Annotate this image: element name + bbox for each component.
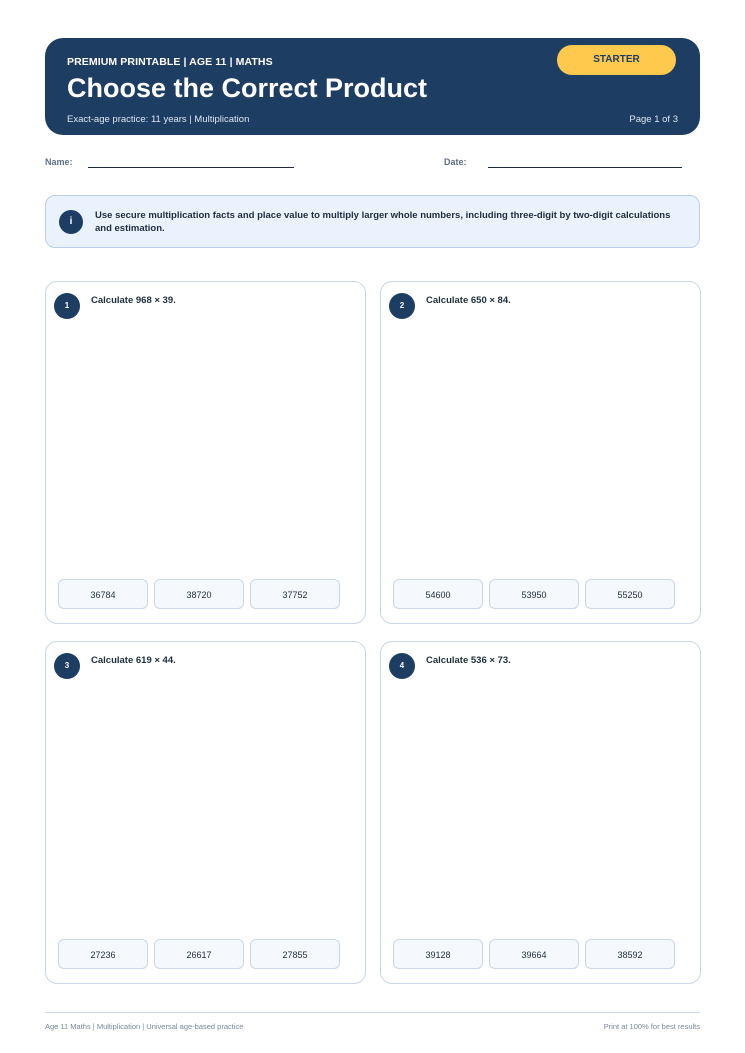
answer-option[interactable]: 39664 — [489, 939, 579, 969]
worksheet-header — [45, 38, 700, 135]
answer-option[interactable]: 39128 — [393, 939, 483, 969]
question-number: 4 — [389, 653, 415, 679]
answer-option[interactable]: 38592 — [585, 939, 675, 969]
name-label: Name: — [45, 157, 73, 167]
answer-option[interactable]: 38720 — [154, 579, 244, 609]
answer-option[interactable]: 27855 — [250, 939, 340, 969]
footer-left-text: Age 11 Maths | Multiplication | Universal age-based practice — [45, 1022, 244, 1031]
page-number: Page 1 of 3 — [629, 114, 678, 125]
instruction-text: Use secure multiplication facts and place value to multiply larger whole numbers, including three-digit by two-digit calculations and estimation. — [95, 210, 671, 234]
footer-right-text: Print at 100% for best results — [603, 1022, 700, 1031]
question-card-1 — [45, 281, 366, 624]
footer-divider — [45, 1012, 700, 1013]
instruction-box — [45, 195, 700, 248]
question-text: Calculate 536 × 73. — [426, 655, 511, 666]
answer-option[interactable]: 53950 — [489, 579, 579, 609]
question-card-4 — [380, 641, 701, 984]
question-number: 3 — [54, 653, 80, 679]
answer-option[interactable]: 37752 — [250, 579, 340, 609]
name-field[interactable] — [88, 167, 294, 168]
level-badge: STARTER — [557, 45, 676, 75]
question-card-2 — [380, 281, 701, 624]
answer-option[interactable]: 54600 — [393, 579, 483, 609]
page-title: Choose the Correct Product — [67, 73, 428, 103]
answer-option[interactable]: 36784 — [58, 579, 148, 609]
question-card-3 — [45, 641, 366, 984]
header-subtitle: Exact-age practice: 11 years | Multiplication — [67, 114, 250, 125]
answer-option[interactable]: 27236 — [58, 939, 148, 969]
answer-option[interactable]: 26617 — [154, 939, 244, 969]
info-icon: i — [59, 210, 83, 234]
date-field[interactable] — [488, 167, 682, 168]
question-number: 1 — [54, 293, 80, 319]
header-kicker: PREMIUM PRINTABLE | AGE 11 | MATHS — [67, 56, 273, 68]
question-number: 2 — [389, 293, 415, 319]
question-text: Calculate 968 × 39. — [91, 295, 176, 306]
question-text: Calculate 619 × 44. — [91, 655, 176, 666]
question-text: Calculate 650 × 84. — [426, 295, 511, 306]
date-label: Date: — [444, 157, 467, 167]
answer-option[interactable]: 55250 — [585, 579, 675, 609]
